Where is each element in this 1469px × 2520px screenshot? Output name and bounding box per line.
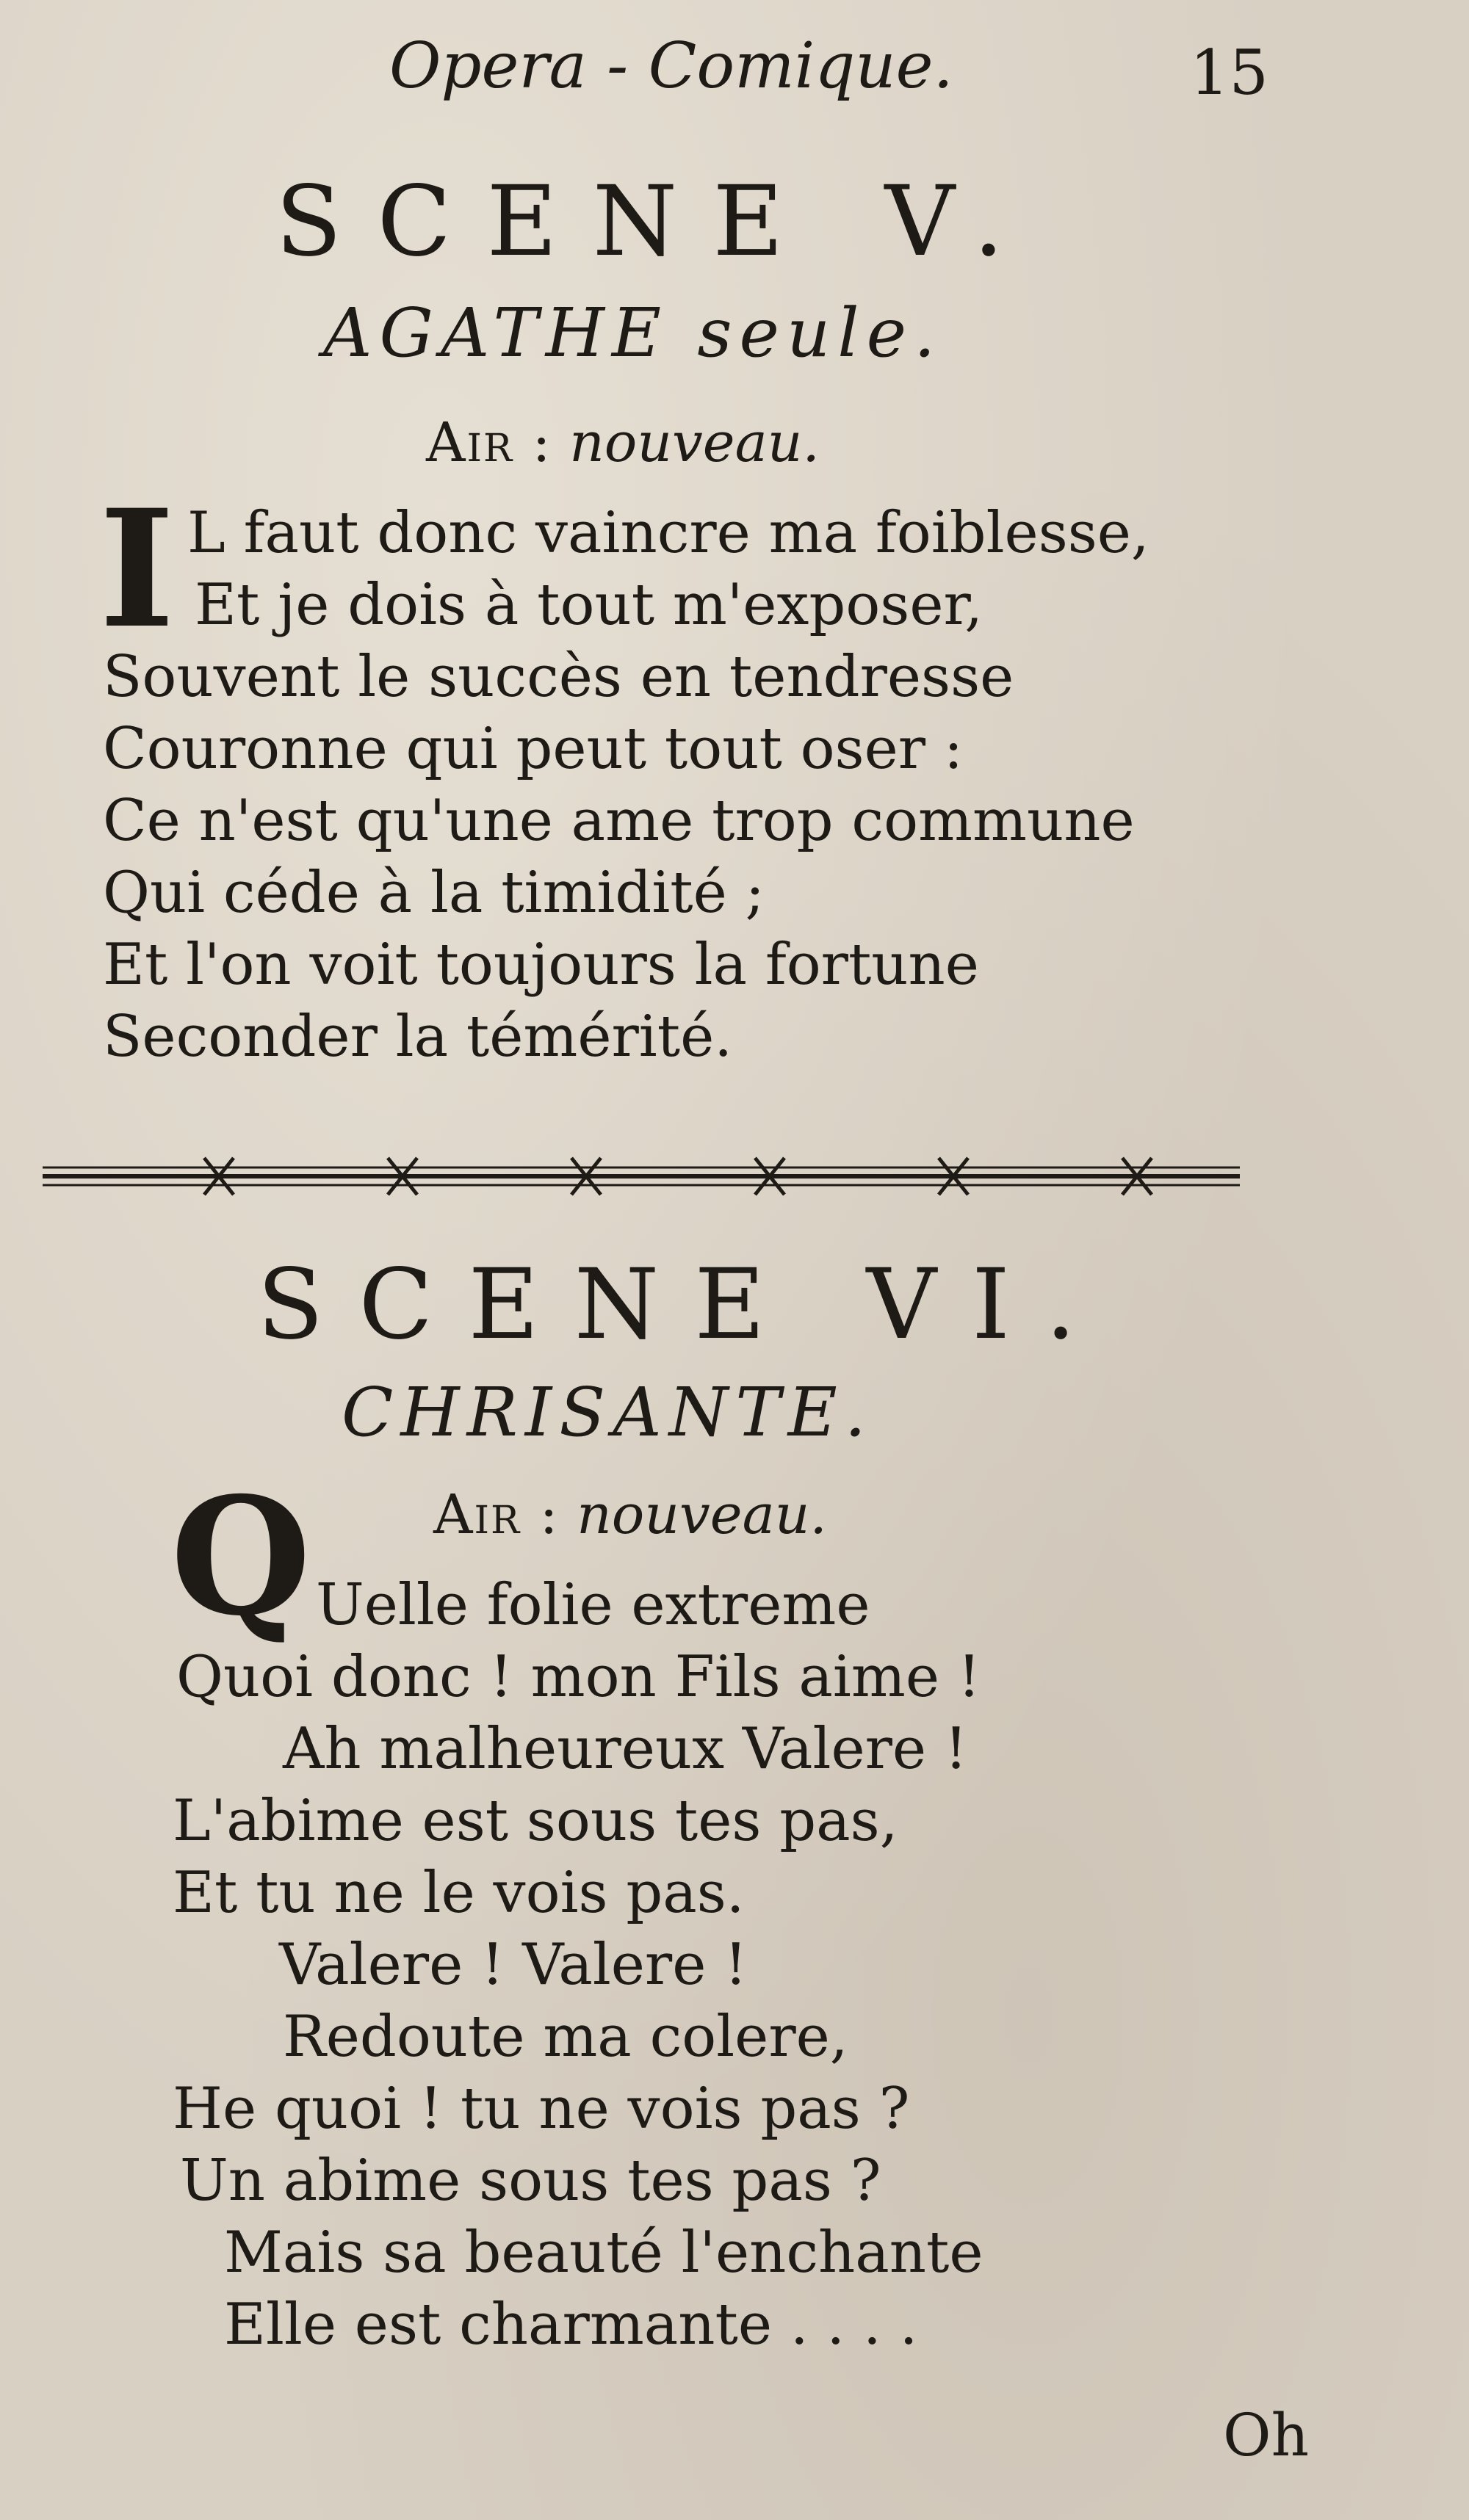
air-label: Air : [433,1483,560,1546]
verse-line: L faut donc vaincre ma foiblesse, [187,500,1149,566]
verse-line: Quoi donc ! mon Fils aime ! [176,1644,981,1710]
verse-line: L'abime est sous tes pas, [173,1788,898,1854]
verse-line: Et je dois à tout m'exposer, [195,572,983,638]
verse-line: Ah malheureux Valere ! [283,1716,968,1782]
drop-cap-i: I [99,474,175,664]
page-number: 15 [1190,37,1268,109]
verse-line: Et tu ne le vois pas. [173,1860,745,1926]
ornamental-divider [35,1147,1247,1206]
scene-5-air [426,411,820,474]
verse-line: Mais sa beauté l'enchante [224,2220,983,2286]
scene-5-character: AGATHE seule. [323,294,943,372]
running-title: Opera - Comique. [389,29,953,103]
verse-line: Qui céde à la timidité ; [103,860,765,926]
verse-line: Couronne qui peut tout oser : [103,716,964,782]
air-label: Air : [426,411,552,474]
scene-5-title: SCENE V. [275,165,1039,278]
verse-line: Et l'on voit toujours la fortune [103,932,979,998]
air-name: nouveau. [569,411,820,474]
scene-6-air [433,1483,827,1546]
verse-line: Seconder la témérité. [103,1004,733,1070]
air-name: nouveau. [577,1483,827,1546]
drop-cap-q: Q [170,1461,311,1651]
verse-line: Ce n'est qu'une ame trop commune [103,788,1135,854]
scene-6-character: CHRISANTE. [342,1373,873,1452]
verse-line: Uelle folie extreme [316,1572,870,1638]
verse-line: Redoute ma colere, [283,2004,848,2070]
verse-line: He quoi ! tu ne vois pas ? [173,2076,910,2142]
verse-line: Souvent le succès en tendresse [103,644,1014,710]
verse-line: Un abime sous tes pas ? [180,2148,881,2214]
catchword: Oh [1223,2401,1310,2469]
scene-6-title: SCENE VI. [257,1248,1112,1361]
verse-line: Valere ! Valere ! [279,1932,748,1998]
verse-line: Elle est charmante . . . . [224,2292,918,2358]
